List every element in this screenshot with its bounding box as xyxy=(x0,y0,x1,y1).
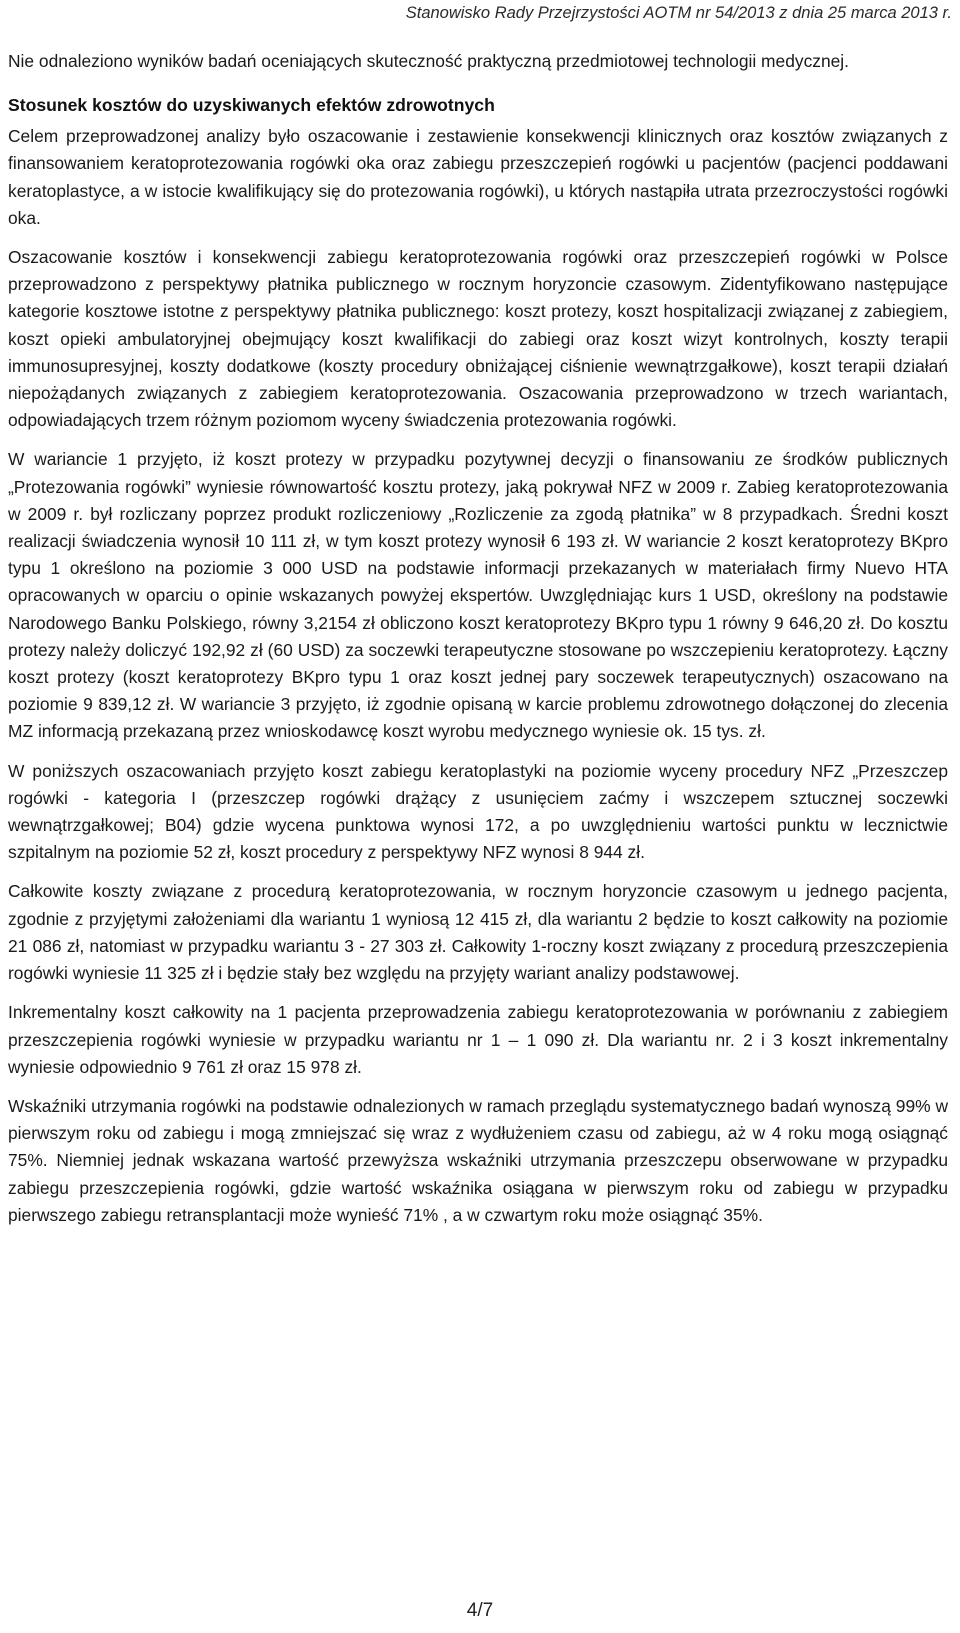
paragraph-analysis-goal: Celem przeprowadzonej analizy było oszacowanie i zestawienie konsekwencji klinicznych oraz kosztów związanych z finansowaniem keratoprotezowania rogówki oka oraz zabiegu przeszczepień rogówki u pacjentów (pacjenci poddawani keratoplastyce, a w istocie kwalifikujący się do protezowania rogówki), u których nastąpiła utrata przezroczystości rogówki oka. xyxy=(8,126,948,228)
paragraph-total-costs: Całkowite koszty związane z procedurą keratoprotezowania, w rocznym horyzoncie czasowym u jednego pacjenta, zgodnie z przyjętymi założeniami dla wariantu 1 wyniosą 12 415 zł, dla wariantu 2 będzie to koszt całkowity na poziomie 21 086 zł, natomiast w przypadku wariantu 3 - 27 303 zł. Całkowity 1-roczny koszt związany z procedurą przeszczepienia rogówki wyniesie 11 325 zł i będzie stały bez względu na przyjęty wariant analizy podstawowej. xyxy=(8,881,948,984)
paragraph-incremental-cost: Inkrementalny koszt całkowity na 1 pacjenta przeprowadzenia zabiegu keratoprotezowania w porównaniu z zabiegiem przeszczepienia rogówki wyniesie w przypadku wariantu nr 1 – 1 090 zł. Dla wariantu nr. 2 i 3 koszt inkrementalny wyniesie odpowiednio 9 761 zł oraz 15 978 zł. xyxy=(8,1002,948,1077)
section-heading: Stosunek kosztów do uzyskiwanych efektów zdrowotnych xyxy=(8,95,495,116)
running-header: Stanowisko Rady Przejrzystości AOTM nr 54/2013 z dnia 25 marca 2013 r. xyxy=(405,4,952,22)
paragraph-cost-estimation: Oszacowanie kosztów i konsekwencji zabiegu keratoprotezowania rogówki oraz przeszczepień rogówki w Polsce przeprowadzono z perspektywy płatnika publicznego w rocznym horyzoncie czasowym. Zidentyfikowano następujące kategorie kosztowe istotne z perspektywy płatnika publicznego: koszt protezy, koszt hospitalizacji związanej z zabiegiem, koszt opieki ambulatoryjnej obejmujący koszt kwalifikacji do zabiegi oraz koszt wizyt kontrolnych, koszty terapii immunosupresyjnej, koszty dodatkowe (koszty procedury obniżającej ciśnienie wewnątrzgałkowe), koszt terapii działań niepożądanych związanych z zabiegiem keratoprotezowania. Oszacowania przeprowadzono w trzech wariantach, odpowiadających trzem różnym poziomom wyceny świadczenia protezowania rogówki. xyxy=(8,247,948,431)
document-body xyxy=(8,48,948,1241)
paragraph-keratoplasty-cost: W poniższych oszacowaniach przyjęto koszt zabiegu keratoplastyki na poziomie wyceny procedury NFZ „Przeszczep rogówki - kategoria I (przeszczep rogówki drążący z usunięciem zaćmy i wszczepem sztucznej soczewki wewnątrzgałkowej; B04) gdzie wycena punktowa wynosi 172, a po uwzględnieniu wartości punktu w lecznictwie szpitalnym na poziomie 52 zł, koszt procedury z perspektywy NFZ wynosi 8 944 zł. xyxy=(8,760,948,863)
intro-paragraph: Nie odnaleziono wyników badań oceniających skuteczność praktyczną przedmiotowej technologii medycznej. xyxy=(8,51,850,71)
paragraph-retention-rates: Wskaźniki utrzymania rogówki na podstawie odnalezionych w ramach przeglądu systematycznego badań wynoszą 99% w pierwszym roku od zabiegu i mogą zmniejszać się wraz z wydłużeniem czasu od zabiegu, aż w 4 roku mogą osiągnąć 75%. Niemniej jednak wskazana wartość przewyższa wskaźniki utrzymania przeszczepu obserwowane w przypadku zabiegu przeszczepienia rogówki, gdzie wartość wskaźnika osiągana w pierwszym roku od zabiegu w przypadku pierwszego zabiegu retransplantacji może wynieść 71% , a w czwartym roku może osiągnąć 35%. xyxy=(8,1095,948,1225)
paragraph-variants: W wariancie 1 przyjęto, iż koszt protezy w przypadku pozytywnej decyzji o finansowaniu ze środków publicznych „Protezowania rogówki” wyniesie równowartość kosztu protezy, jaką pokrywał NFZ w 2009 r. Zabieg keratoprotezowania w 2009 r. był rozliczany poprzez produkt rozliczeniowy „Rozliczenie za zgodą płatnika” w 8 przypadkach. Średni koszt realizacji świadczenia wynosił 10 111 zł, w tym koszt protezy wynosił 6 193 zł. W wariancie 2 koszt keratoprotezy BKpro typu 1 określono na poziomie 3 000 USD na podstawie informacji przekazanych w materiałach firmy Nuevo HTA opracowanych w oparciu o opinie wskazanych powyżej ekspertów. Uwzględniając kurs 1 USD, określony na podstawie Narodowego Banku Polskiego, równy 3,2154 zł obliczono koszt keratoprotezy BKpro typu 1 równy 9 646,20 zł. Do kosztu protezy należy doliczyć 192,92 zł (60 USD) za soczewki terapeutyczne stosowane po wszczepieniu keratoprotezy. Łączny koszt protezy (koszt keratoprotezy BKpro typu 1 oraz koszt jednej pary soczewek terapeutycznych) oszacowano na poziomie 9 839,12 zł. W wariancie 3 przyjęto, iż zgodnie opisaną w karcie problemu zdrowotnego dołączonej do zlecenia MZ informacją przekazaną przez wnioskodawcę koszt wyrobu medycznego wyniesie ok. 15 tys. zł. xyxy=(8,449,948,742)
page-number: 4/7 xyxy=(466,1600,494,1621)
